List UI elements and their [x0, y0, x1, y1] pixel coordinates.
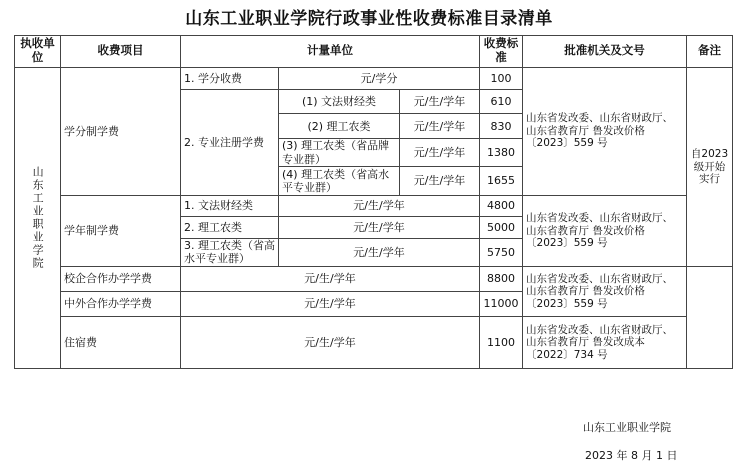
header-unit: 计量单位	[181, 36, 480, 68]
dorm-fee-name: 住宿费	[61, 316, 181, 368]
credit-sub-value: 1655	[480, 167, 523, 196]
coop-fee-value: 11000	[480, 291, 523, 316]
credit-sub-label: (1) 文法财经类	[279, 89, 400, 113]
year-row-value: 4800	[480, 195, 523, 216]
year-row-label: 2. 理工农类	[181, 217, 279, 238]
credit-sub-value: 830	[480, 114, 523, 138]
table-row	[15, 267, 733, 291]
year-row-value: 5000	[480, 217, 523, 238]
header-approval: 批准机关及文号	[523, 36, 687, 68]
org-cell	[15, 67, 61, 368]
year-row-unit: 元/生/学年	[279, 217, 480, 238]
year-row-unit: 元/生/学年	[279, 195, 480, 216]
org-name: 山东工业职业学院	[31, 165, 45, 270]
credit-sub-unit: 元/生/学年	[400, 89, 480, 113]
credit-sub-value: 610	[480, 89, 523, 113]
year-row-label: 3. 理工农类（省高水平专业群）	[181, 238, 279, 267]
year-row-value: 5750	[480, 238, 523, 267]
year-row-label: 1. 文法财经类	[181, 195, 279, 216]
credit-sub-unit: 元/生/学年	[400, 167, 480, 196]
coop-fee-unit: 元/生/学年	[181, 291, 480, 316]
remark-empty	[687, 267, 733, 369]
header-standard: 收费标准	[480, 36, 523, 68]
coop-approval: 山东省发改委、山东省财政厅、山东省教育厅 鲁发改价格〔2023〕559 号	[523, 267, 687, 317]
table-row	[15, 195, 733, 216]
document-title: 山东工业职业学院行政事业性收费标准目录清单	[185, 9, 553, 29]
credit-sub-label: (2) 理工农类	[279, 114, 400, 138]
coop-fee-value: 8800	[480, 267, 523, 291]
credit-sub-unit: 元/生/学年	[400, 138, 480, 167]
header-item: 收费项目	[61, 36, 181, 68]
year-fee-name: 学年制学费	[61, 195, 181, 266]
header-row	[15, 36, 733, 68]
year-row-unit: 元/生/学年	[279, 238, 480, 267]
coop-fee-name: 校企合作办学学费	[61, 267, 181, 291]
credit-row-label: 1. 学分收费	[181, 67, 279, 89]
footer-school: 山东工业职业学院	[583, 421, 671, 434]
dorm-fee-value: 1100	[480, 316, 523, 368]
table-row	[15, 67, 733, 89]
credit-sub-value: 1380	[480, 138, 523, 167]
header-remark: 备注	[687, 36, 733, 68]
header-org: 执收单位	[15, 36, 61, 68]
credit-sub-unit: 元/生/学年	[400, 114, 480, 138]
credit-row-unit: 元/学分	[279, 67, 480, 89]
credit-sub-label: (3) 理工农类（省品牌专业群）	[279, 138, 400, 167]
footer-date: 2023 年 8 月 1 日	[585, 449, 678, 462]
credit-row-value: 100	[480, 67, 523, 89]
year-approval: 山东省发改委、山东省财政厅、山东省教育厅 鲁发改价格〔2023〕559 号	[523, 195, 687, 266]
dorm-fee-unit: 元/生/学年	[181, 316, 480, 368]
table-row	[15, 316, 733, 333]
credit-fee-name: 学分制学费	[61, 67, 181, 195]
remark-cell: 自2023级开始实行	[687, 67, 733, 267]
credit-sub-label: (4) 理工农类（省高水平专业群）	[279, 167, 400, 196]
coop-fee-name: 中外合作办学学费	[61, 291, 181, 316]
dorm-approval: 山东省发改委、山东省财政厅、山东省教育厅 鲁发改成本〔2022〕734 号	[523, 316, 687, 368]
fee-table	[14, 35, 733, 369]
credit-reg-label: 2. 专业注册学费	[181, 89, 279, 195]
coop-fee-unit: 元/生/学年	[181, 267, 480, 291]
credit-approval: 山东省发改委、山东省财政厅、山东省教育厅 鲁发改价格〔2023〕559 号	[523, 67, 687, 195]
